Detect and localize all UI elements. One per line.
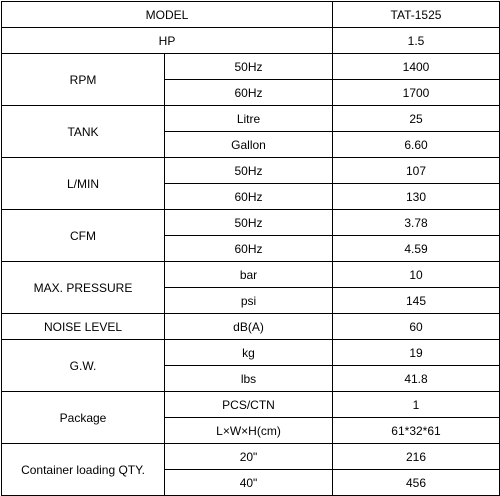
cfm-value: 3.78 [333, 210, 500, 236]
gw-label: G.W. [2, 340, 165, 392]
pressure-value: 10 [333, 262, 500, 288]
pressure-unit: psi [165, 288, 333, 314]
package-unit: L×W×H(cm) [165, 418, 333, 444]
table-row-tank-litre [2, 106, 500, 132]
hp-label: HP [2, 28, 333, 54]
package-label: Package [2, 392, 165, 444]
cfm-value: 4.59 [333, 236, 500, 262]
pressure-label: MAX. PRESSURE [2, 262, 165, 314]
lmin-value: 130 [333, 184, 500, 210]
lmin-unit: 60Hz [165, 184, 333, 210]
pressure-unit: bar [165, 262, 333, 288]
gw-unit: lbs [165, 366, 333, 392]
table-row-rpm-50hz [2, 54, 500, 80]
spec-table [1, 1, 500, 496]
model-value: TAT-1525 [333, 2, 500, 28]
tank-unit: Gallon [165, 132, 333, 158]
package-value: 1 [333, 392, 500, 418]
cfm-unit: 60Hz [165, 236, 333, 262]
hp-value: 1.5 [333, 28, 500, 54]
table-row-package-pcs [2, 392, 500, 418]
tank-value: 6.60 [333, 132, 500, 158]
rpm-value: 1700 [333, 80, 500, 106]
tank-value: 25 [333, 106, 500, 132]
gw-unit: kg [165, 340, 333, 366]
tank-unit: Litre [165, 106, 333, 132]
tank-label: TANK [2, 106, 165, 158]
noise-value: 60 [333, 314, 500, 340]
rpm-unit: 50Hz [165, 54, 333, 80]
cfm-unit: 50Hz [165, 210, 333, 236]
table-row-container-20 [2, 444, 500, 470]
gw-value: 19 [333, 340, 500, 366]
rpm-value: 1400 [333, 54, 500, 80]
rpm-unit: 60Hz [165, 80, 333, 106]
container-unit: 40" [165, 470, 333, 496]
container-value: 456 [333, 470, 500, 496]
noise-unit: dB(A) [165, 314, 333, 340]
table-row-cfm-50hz [2, 210, 500, 236]
table-row-lmin-50hz [2, 158, 500, 184]
container-label: Container loading QTY. [2, 444, 165, 496]
table-row-noise [2, 314, 500, 340]
container-value: 216 [333, 444, 500, 470]
package-value: 61*32*61 [333, 418, 500, 444]
table-row-pressure-bar [2, 262, 500, 288]
lmin-label: L/MIN [2, 158, 165, 210]
model-label: MODEL [2, 2, 333, 28]
table-row-gw-kg [2, 340, 500, 366]
table-row-model [2, 2, 500, 28]
pressure-value: 145 [333, 288, 500, 314]
gw-value: 41.8 [333, 366, 500, 392]
lmin-value: 107 [333, 158, 500, 184]
noise-label: NOISE LEVEL [2, 314, 165, 340]
cfm-label: CFM [2, 210, 165, 262]
lmin-unit: 50Hz [165, 158, 333, 184]
package-unit: PCS/CTN [165, 392, 333, 418]
table-row-hp [2, 28, 500, 54]
rpm-label: RPM [2, 54, 165, 106]
container-unit: 20" [165, 444, 333, 470]
